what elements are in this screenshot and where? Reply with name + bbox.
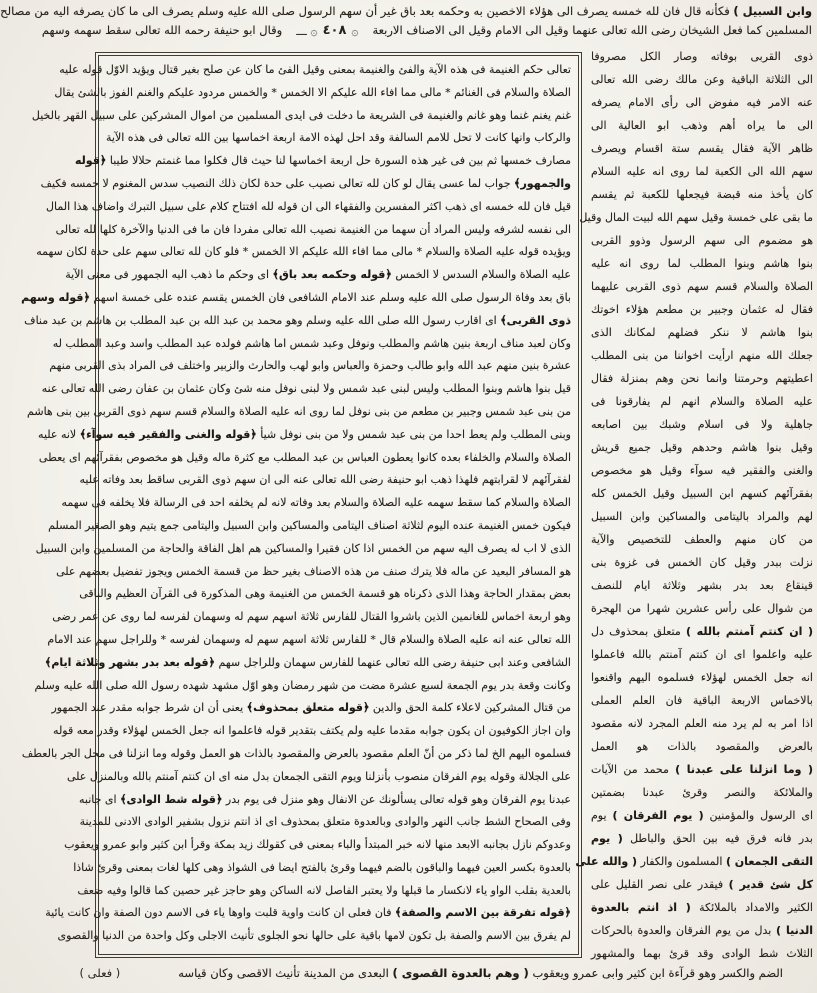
page-number: ٤٠٨ (322, 23, 347, 38)
text-line: عنه الامر فيه مفوض الى رأى الامام يصرفه (591, 96, 813, 109)
main-text-block (21, 59, 571, 948)
text-line: عشرة بنين منهم عبد الله وابو طالب وحمزة والعباس وابو لهب والحارث والزبير واختلف فى المراد بذى القربى منهم (49, 359, 571, 373)
catchword: ( فعلى ) (79, 966, 121, 980)
text-line: من كان منهم والعطف للتخصيص والآية (591, 533, 813, 546)
text-line: هو مضموم الى سهم الرسول وذوو القربى (591, 234, 813, 247)
text-line: الصلاة والسلام قسم سهم ذوى القربى عليهما (591, 280, 813, 293)
text-line: عليه واعلموا اى ان كنتم آمنتم بالله فاعملوا (591, 648, 813, 661)
text-line: والغنى والفقير فيه سوآء وقيل هو مخصوص (591, 464, 813, 477)
text-line: والجمهور﴾ جواب لما عسى يقال لو كان لله تعالى نصيب على حدة لكان ذلك النصيب سدس المغنوم لا خمسه فكيف (40, 176, 571, 190)
text-line: على الجلالة وقوله يوم الفرقان منصوب بأنزلنا ويوم التقى الجمعان بدل منه اى ان كنتم آمنتم بالله وبالمنزل على (66, 769, 571, 783)
text-line: ما بقى على خمسة وقيل سهم الله لبيت المال وقيل (579, 211, 813, 224)
text-line: والركاب وانها كانت لا تحل للامم السالفة وقد احل لهذه الامة اربعة اخماسها بين الله تعالى فى هذه الآية (106, 131, 571, 145)
text-line: انه جعل الخمس لهؤلاء فسلموه اليهم واقنعوا (591, 671, 813, 684)
text-line: وعدوكم نازل بجانبه الابعد منها لانه خبر المبتدأ والباء بمعنى فى كقولك زيد بمكة وقرأ ابن كثير وابو عمرو ويعقوب (64, 838, 571, 852)
text-line: الشافعى وعند ابى حنيفة رضى الله تعالى عنهما للفارس سهمان وللراجل سهم ﴿قوله بعد بدر بشهر وثلاثة ايام﴾ (44, 655, 571, 669)
text-line: اى الرسول والمؤمنين ( يوم الفرقان ) يوم (591, 809, 813, 822)
text-line: وهو اربعة اخماس للغانمين الذين باشروا القتال للفارس ثلاثة اسهم سهم له وسهمان لفرسه لما روى عن عمر رضى (52, 610, 571, 624)
text-line: الثلاث شط الوادى وقد قرئ بهما والمشهور (591, 947, 813, 960)
text-line: وكان لعبد مناف اربعة بنين هاشم والمطلب ونوفل وعبد شمس اما هاشم فولده عبد المطلب واسد وعبد المطلب له (52, 336, 571, 350)
text-line: بالاخماس الاربعة الباقية فان العلم العملى (591, 694, 813, 707)
text-line: ويؤيده قوله عليه الصلاة والسلام * مالى مما افاء الله عليكم الا الخمس * فلو كان لله تعالى سهم على حدة لكان سهمه (36, 245, 571, 259)
text-line: من شوال على رأس عشرين شهرا من الهجرة (591, 602, 813, 615)
text-line: ذوى القربى﴾ اى اقارب رسول الله صلى الله عليه وسلم وهو محمد بن عبد الله بن عبد المطلب بن هاشم بن عبد مناف (24, 313, 571, 327)
text-line: الصلاة والسلام فى الغنائم * مالى مما افاء الله عليكم الا الخمس * والخمس مردود عليكم والغنم الفوز بالشئ يقال (54, 85, 571, 99)
text-line: الكثير والامداد بالملائكة ( اذ انتم بالعدوة (591, 901, 813, 914)
text-line: ظاهر الآية فقال يقسم ستة اقسام ويصرف (591, 142, 813, 155)
text-line: مصارف خمسها ثم بين فى غير هذه السورة حل اربعة اخماسها لنا حيث قال فكلوا مما غنمتم حلالا طيبا ﴿قوله (75, 154, 571, 168)
text-line: لم يفرق بين الاسم والصفة بل تكون لامها باقية على حالها نحو الجلوى تأنيث الاجلى وكل واحدة من الدنيا والقصوى (57, 929, 571, 943)
text-line: بفقرآئهم كسهم ابن السبيل وقيل الخمس كله (591, 487, 813, 500)
ornament-icon: ۞ ـــ (296, 23, 318, 38)
margin-header-line-2-left: وقال ابو حنيفة رحمه الله تعالى سقط سهمه وسهم (41, 23, 283, 37)
text-line: سهم الله الى الكعبة لما روى انه عليه السلام (591, 165, 813, 178)
text-line: الله تعالى عنه انه عليه الصلاة والسلام قال * للفارس ثلاثة اسهم سهم له وسهمان لفرسه * وللراجل سهم عند الامام (47, 632, 571, 646)
text-line: وان اجاز الكوفيون ان يكون جوابه مقدما عليه ولم يكتف بتقدير قوله فاعلموا انه جعل الخمس لهؤلاء وقدر معه قوله (53, 724, 571, 738)
text-line: كان يأخذ منه قبضة فيجعلها للكعبة ثم يقسم (591, 188, 813, 201)
text-line: باق بعد وفاة الرسول صلى الله عليه وسلم عند الامام الشافعى فان الخمس يقسم عنده على خمسة اسهم ﴿قوله وسهم (21, 290, 571, 304)
margin-header-line-1: وابن السبيل ) فكأنه قال فان لله خمسه يصرف الى هؤلاء الاخصين به وحكمه بعد باق غير أن سهم الرسول صلى الله عليه وسلم يصرف الى ما كان يصرفه اليه من مصالح (0, 4, 812, 18)
text-line: بنوا هاشم وبنوا المطلب لما روى انه عليه (591, 257, 813, 270)
text-line: ﴿قوله تفرقة بين الاسم والصفة﴾ فان فعلى ان كانت واوية قلبت واوها ياء فى الاسم دون الصفة وان كانت يائية (45, 906, 571, 920)
text-line: الى الثلاثة الباقية وعن مالك رضى الله تعالى (591, 73, 813, 86)
text-line: بالعرض والمقصود بالذات هو العمل (591, 740, 813, 753)
text-line: تعالى حكم الغنيمة فى هذه الآية والفئ والغنيمة بمعنى وقيل الفئ ما كان عن صلح بغير قتال ويؤيد الاوّل قوله عليه (59, 63, 571, 76)
text-line: والملائكة والنصر وقرئ عبدنا بضمتين (591, 786, 813, 799)
page-number-group (282, 23, 372, 38)
text-line: الى نفسه لشرفه وليس المراد أن سهما من الغنيمة نصيب الله تعالى مفردا فان ما فى الدنيا والآخرة كلها لله تعالى (55, 222, 571, 236)
text-line: عليه الصلاة والسلام السدس لا الخمس ﴿قوله وحكمه بعد باق﴾ اى وحكم ما ذهب اليه الجمهور فى معنى الآية (65, 268, 571, 282)
text-line: عبدنا يوم الفرقان وهو قوله تعالى يسألونك عن الانفال وهو منزل فى يوم بدر ﴿قوله شط الوادى﴾ اى جانبه (79, 792, 571, 806)
text-line: بالعدوة بكسر العين فيهما والباقون بالضم فيهما وقرئ بالفتح ايضا فى الشواذ وهى كلها لغات بمعنى وقرئ شاذا (73, 860, 571, 874)
text-line: اعطيتهم وحرمتنا وانما نحن وهم بمنزلة فقال (591, 372, 813, 385)
text-line: وفى الصحاح الشط جانب النهر والوادى وبالعدوة متعلق بمحذوف اى اذ انتم نزول بشفير الوادى الادنى للمدينة (79, 815, 571, 829)
text-line: نزلت ببدر وقيل كان الخمس فى غزوة بنى (591, 556, 813, 569)
main-text-frame (21, 52, 582, 958)
text-line: غنم يغنم غنما وهو غانم والغنيمة فى الشريعة ما دخلت فى ايدى المسلمين من اموال المشركين على سبيل القهر بالخيل (31, 108, 571, 122)
footer-line: الضم والكسر وهو قرآءة ابن كثير وابى عمرو ويعقوب ( وهم بالعدوة القصوى ) البعدى من المدينة تأنيث الاقصى وكان قياسه (178, 966, 783, 980)
text-line: هو المسافر البعيد عن ماله فلا يترك صنف من هذه الاصناف بغير حظ من قسمة الخمس ويجوز تفضيل بعضهم على (56, 564, 571, 578)
text-line: بالعدية بقلب الواو ياء لانكسار ما قبلها ولا يعتبر الفاصل لانه الساكن وهو حاجز غير حصين كما قالوا وفيه ضعف (77, 883, 571, 897)
text-line: من قتال المشركين لاعلاء كلمة الحق والدين ﴿قوله متعلق بمحذوف﴾ يعنى أن ان شرط جوابه مقدر عند الجمهور (51, 701, 571, 715)
text-line: وقيل بنوا هاشم وحدهم وقيل جميع قريش (591, 441, 813, 454)
text-line: الذى لا اب له يصرف اليه سهم من الخمس اذا كان فقيرا والمساكين هم اهل الفاقة والحاجة من المسلمين وابن السبيل (35, 541, 571, 555)
text-line: بدر فانه فرق فيه بين الحق والباطل ( يوم (591, 832, 813, 845)
ornament-icon: ۞ (351, 23, 359, 38)
footer-row (67, 963, 817, 983)
text-line: لفقرآئهم لا لقرابتهم فلهذا ذهب ابو حنيفة رضى الله تعالى عنه الى ان سهم ذوى القربى ساقط بعد وفاته عليه (79, 473, 571, 487)
text-line: قيل بنوا هاشم وبنوا المطلب وليس لبنى عبد شمس ولا لبنى نوفل منه شئ وكان عثمان بن عفان رضى الله تعالى عنه (41, 382, 571, 396)
text-line: الى ما يراه أهم وذهب ابو العالية الى (591, 119, 813, 132)
text-line: اذا امر به لم يرد منه العلم المجرد لانه مقصود (591, 717, 813, 730)
text-line: جاهلية ولا فى اسلام وشبك بين اصابعه (591, 418, 813, 431)
text-line: ( وما انزلنا على عبدنا ) محمد من الآيات (591, 763, 813, 776)
text-line: ( ان كنتم آمنتم بالله ) متعلق بمحذوف دل (591, 625, 813, 638)
text-line: بنوا هاشم لا ننكر فضلهم لمكانك الذى (591, 326, 813, 339)
text-line: فقال له عثمان وجبير بن مطعم هؤلاء اخوتك (591, 303, 813, 316)
text-line: من بنى عبد شمس وجبير بن مطعم من بنى نوفل لما روى انه عليه الصلاة والسلام قسم سهم ذوى القربى بين بنى هاشم (27, 404, 571, 418)
text-line: التقى الجمعان ) المسلمون والكفار ( والله على (575, 855, 813, 868)
text-line: وبنى المطلب ولم يعط احدا من بنى عبد شمس ولا من بنى نوفل شيأ ﴿قوله والغنى والفقير فيه سوآء﴾ لانه عليه (38, 427, 571, 441)
text-line: قيل فان لله خمسه اى ذهب اكثر المفسرين والفقهاء الى ان قوله لله افتتاح كلام على سبيل التبرك واضاف هذا المال (46, 199, 571, 213)
text-line: وكانت وقعة بدر يوم الجمعة لسبع عشرة مضت من شهر رمضان وهو اوّل مشهد شهده رسول الله صلى الله عليه وسلم (34, 678, 571, 692)
margin-header-line-2 (41, 21, 812, 40)
text-line: الصلاة والسلام كما سقط سهمه عليه الصلاة والسلام بعد وفاته لانه لم يخلفه احد فى الرسالة فلا يخلفه فى سهمه (61, 496, 571, 510)
text-line: بعض بمقدار الحاجة وهذا الذى ذكرناه هو قسمة الخمس من الغنيمة وهى المذكورة فى القرآن العظيم والباقى (79, 587, 571, 601)
text-line: كل شئ قدير ) فيقدر على نصر القليل على (591, 878, 813, 891)
text-line: عليه الصلاة والسلام انهم لم يفارقونا فى (591, 395, 813, 408)
text-line: جعلك الله منهم ارأيت اخواننا من بنى المطلب (591, 349, 813, 362)
text-line: الدنيا ) بدل من يوم الفرقان والعدوة بالحركات (591, 924, 813, 937)
text-line: لهم والمراد باليتامى والمساكين وابن السبيل (591, 510, 813, 523)
text-line: قينقاع بعد بدر بشهر وثلاثة ايام للنصف (591, 579, 813, 592)
text-line: فسلموه اليهم الخ لما ذكر من أنّ العلم مقصود بالعرض والمقصود بالذات هو العمل وقوله وما انزلنا فى محل الجر بالعطف (21, 746, 571, 760)
margin-commentary-column (575, 45, 815, 967)
text-line: الصلاة والسلام والخلفاء بعده كانوا يعطون العباس بن عبد المطلب مع كثرة ماله وقيل هو مخصوص بفقرآئهم اى يعطى (38, 450, 571, 464)
text-line: فيكون خمس الغنيمة عنده اليوم لثلاثة اصناف اليتامى والمساكين وابن السبيل واليتامى جمع يتيم وهو الصغير المسلم (48, 518, 571, 532)
margin-header-line-2-right: المسلمين كما فعل الشيخان رضى الله تعالى عنهما وقيل الى الامام وقيل الى الاصناف الاربعة (372, 23, 812, 37)
text-line: ذوى القربى بوفاته وصار الكل مصروفا (591, 50, 813, 63)
